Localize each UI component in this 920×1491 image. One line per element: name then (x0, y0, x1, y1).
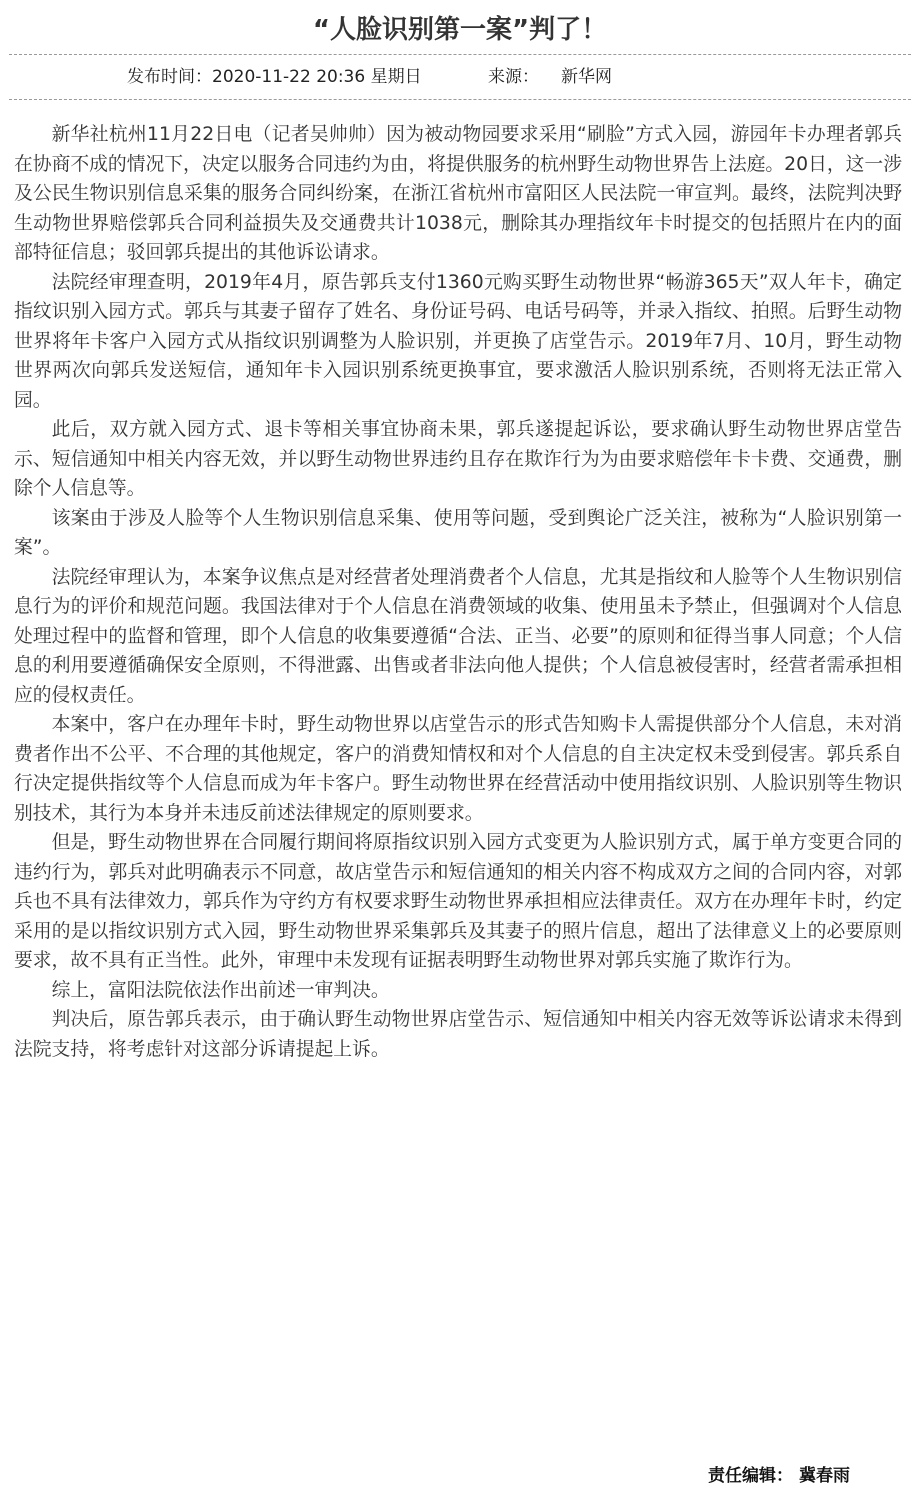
source-info (488, 55, 612, 99)
publish-info (127, 55, 422, 99)
paragraph-7: 但是，野生动物世界在合同履行期间将原指纹识别入园方式变更为人脸识别方式，属于单方变更合同的违约行为，郭兵对此明确表示不同意，故店堂告示和短信通知的相关内容不构成双方之间的合同内容，对郭兵也不具有法律效力，郭兵作为守约方有权要求野生动物世界承担相应法律责任。双方在办理年卡时，约定采用的是以指纹识别方式入园，野生动物世界采集郭兵及其妻子的照片信息，超出了法律意义上的必要原则要求，故不具有正当性。此外，审理中未发现有证据表明野生动物世界对郭兵实施了欺诈行为。 (14, 832, 902, 971)
paragraph-1: 新华社杭州11月22日电（记者吴帅帅）因为被动物园要求采用“刷脸”方式入园，游园年卡办理者郭兵在协商不成的情况下，决定以服务合同违约为由，将提供服务的杭州野生动物世界告上法庭。20日，这一涉及公民生物识别信息采集的服务合同纠纷案，在浙江省杭州市富阳区人民法院一审宣判。最终，法院判决野生动物世界赔偿郭兵合同利益损失及交通费共计1038元，删除其办理指纹年卡时提交的包括照片在内的面部特征信息；驳回郭兵提出的其他诉讼请求。 (14, 124, 902, 263)
editor-label: 责任编辑： (708, 1466, 793, 1486)
editor-name: 冀春雨 (799, 1466, 850, 1486)
source-label: 来源： (488, 67, 539, 87)
paragraph-9: 判决后，原告郭兵表示，由于确认野生动物世界店堂告示、短信通知中相关内容无效等诉讼请求未得到法院支持，将考虑针对这部分诉请提起上诉。 (14, 1009, 902, 1060)
source-link[interactable]: 新华网 (561, 67, 612, 87)
paragraph-4: 该案由于涉及人脸等个人生物识别信息采集、使用等问题，受到舆论广泛关注，被称为“人脸识别第一案”。 (14, 507, 902, 558)
publish-date: 2020-11-22 20:36 星期日 (212, 67, 422, 87)
paragraph-3: 此后，双方就入园方式、退卡等相关事宜协商未果，郭兵遂提起诉讼，要求确认野生动物世界店堂告示、短信通知中相关内容无效，并以野生动物世界违约且存在欺诈行为为由要求赔偿年卡卡费、交通费，删除个人信息等。 (14, 419, 902, 499)
article-meta (0, 55, 920, 99)
paragraph-5: 法院经审理认为，本案争议焦点是对经营者处理消费者个人信息，尤其是指纹和人脸等个人生物识别信息行为的评价和规范问题。我国法律对于个人信息在消费领域的收集、使用虽未予禁止，但强调对个人信息处理过程中的监督和管理，即个人信息的收集要遵循“合法、正当、必要”的原则和征得当事人同意；个人信息的利用要遵循确保安全原则，不得泄露、出售或者非法向他人提供；个人信息被侵害时，经营者需承担相应的侵权责任。 (14, 566, 902, 706)
responsible-editor (708, 1465, 850, 1487)
paragraph-8: 综上，富阳法院依法作出前述一审判决。 (51, 979, 390, 1001)
article-body (0, 100, 920, 1064)
paragraph-2: 法院经审理查明，2019年4月，原告郭兵支付1360元购买野生动物世界“畅游365天”双人年卡，确定指纹识别入园方式。郭兵与其妻子留存了姓名、身份证号码、电话号码等，并录入指纹、拍照。后野生动物世界将年卡客户入园方式从指纹识别调整为人脸识别，并更换了店堂告示。2019年7月、10月，野生动物世界两次向郭兵发送短信，通知年卡入园识别系统更换事宜，要求激活人脸识别系统，否则将无法正常入园。 (14, 271, 902, 411)
article-title: “人脸识别第一案”判了！ (312, 15, 608, 45)
paragraph-6: 本案中，客户在办理年卡时，野生动物世界以店堂告示的形式告知购卡人需提供部分个人信息，未对消费者作出不公平、不合理的其他规定，客户的消费知情权和对个人信息的自主决定权未受到侵害。郭兵系自行决定提供指纹等个人信息而成为年卡客户。野生动物世界在经营活动中使用指纹识别、人脸识别等生物识别技术，其行为本身并未违反前述法律规定的原则要求。 (14, 714, 902, 824)
publish-label: 发布时间： (127, 67, 212, 87)
